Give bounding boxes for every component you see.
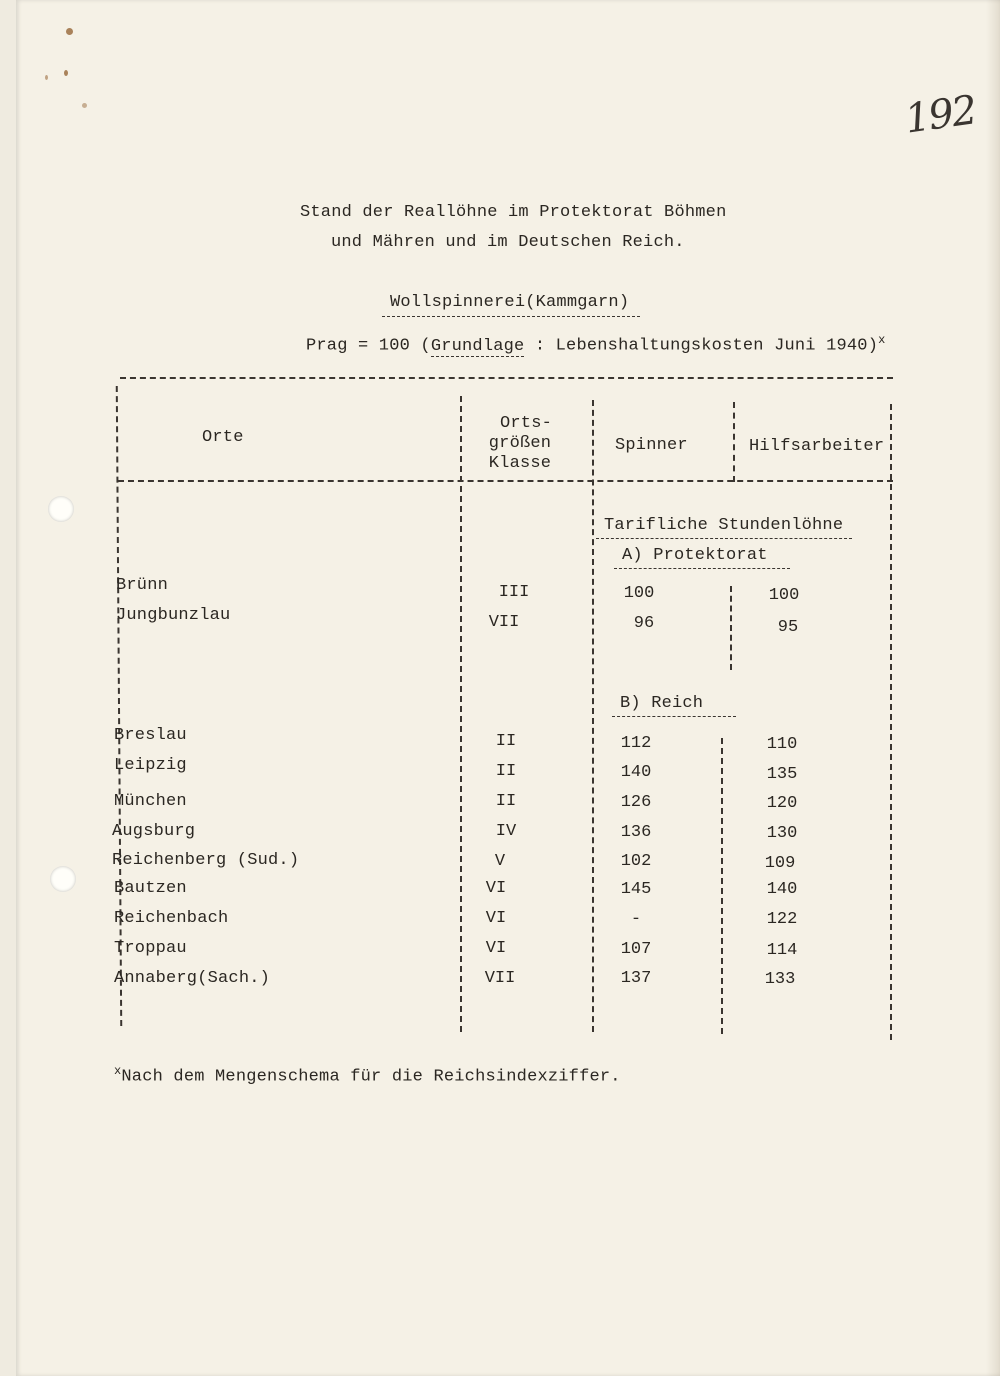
row-spinner: - (630, 910, 642, 929)
row-spinner: 96 (633, 614, 655, 633)
basis-line (306, 333, 886, 356)
reich-underline (612, 716, 736, 717)
column-divider-1 (460, 396, 462, 1032)
punch-hole (48, 496, 74, 522)
header-hilfsarbeiter: Hilfsarbeiter (749, 437, 885, 456)
section-label-underline (596, 538, 852, 539)
header-orte: Orte (202, 428, 244, 447)
column-divider-2 (592, 400, 594, 1032)
row-ort: München (114, 792, 187, 811)
row-klasse: II (495, 792, 517, 811)
footnote-mark: x (114, 1064, 122, 1078)
title-line-1: Stand der Reallöhne im Protektorat Böhmen (300, 203, 727, 222)
row-ort: Reichenberg (Sud.) (112, 851, 300, 870)
row-hilfsarbeiter: 140 (766, 880, 798, 899)
subtitle-underline (382, 316, 640, 317)
row-spinner: 126 (620, 793, 652, 812)
row-klasse: II (495, 732, 517, 751)
footnote (114, 1064, 621, 1087)
row-ort: Leipzig (114, 756, 187, 775)
table-top-rule (120, 377, 893, 379)
basis-grundlage: Grundlage (430, 336, 525, 356)
section-reich: B) Reich (620, 694, 704, 713)
row-hilfsarbeiter: 130 (766, 824, 798, 843)
row-klasse: VI (485, 909, 507, 928)
value-divider-b (721, 738, 723, 1034)
row-spinner: 136 (620, 823, 652, 842)
table-right-border (890, 404, 892, 1040)
page-edge-shadow (986, 0, 1000, 1376)
header-spinner: Spinner (615, 436, 688, 455)
row-klasse: VI (485, 939, 507, 958)
basis-rest: : Lebenshaltungskosten Juni 1940) (524, 336, 879, 356)
stain (82, 103, 87, 108)
row-hilfsarbeiter: 110 (766, 735, 798, 754)
row-klasse: II (495, 762, 517, 781)
row-spinner: 102 (620, 852, 652, 871)
row-hilfsarbeiter: 133 (764, 970, 796, 989)
row-hilfsarbeiter: 114 (766, 941, 798, 960)
row-spinner: 100 (623, 584, 655, 603)
row-hilfsarbeiter: 109 (764, 854, 796, 873)
basis-prefix: Prag = 100 ( (306, 336, 431, 356)
stain (66, 28, 73, 35)
row-klasse: VI (485, 879, 507, 898)
row-ort: Jungbunzlau (116, 606, 231, 625)
subtitle: Wollspinnerei(Kammgarn) (390, 293, 630, 312)
section-tarifliche-stundenloehne: Tarifliche Stundenlöhne (604, 516, 844, 535)
page-number: 192 (902, 87, 979, 143)
header-klasse-1: Orts- (499, 414, 552, 433)
column-divider-3-header (733, 402, 735, 482)
row-spinner: 107 (620, 940, 652, 959)
row-klasse: IV (495, 822, 517, 841)
row-ort: Breslau (114, 726, 187, 745)
row-ort: Reichenbach (114, 909, 229, 928)
row-ort: Annaberg(Sach.) (114, 969, 271, 988)
row-ort: Bautzen (114, 879, 187, 898)
row-klasse: V (494, 852, 506, 871)
row-hilfsarbeiter: 120 (766, 794, 798, 813)
punch-hole (50, 866, 76, 892)
row-klasse: VII (484, 969, 516, 988)
title-line-2: und Mähren und im Deutschen Reich. (331, 233, 685, 252)
value-divider-a (730, 586, 732, 670)
row-hilfsarbeiter: 122 (766, 910, 798, 929)
row-ort: Augsburg (112, 822, 196, 841)
stain (45, 75, 48, 80)
row-hilfsarbeiter: 95 (777, 618, 799, 637)
header-klasse-3: Klasse (488, 454, 552, 473)
row-ort: Brünn (116, 576, 169, 595)
row-klasse: III (498, 583, 530, 602)
row-klasse: VII (488, 613, 520, 632)
row-spinner: 145 (620, 880, 652, 899)
section-protektorat: A) Protektorat (622, 546, 768, 565)
row-hilfsarbeiter: 100 (768, 586, 800, 605)
basis-footnote-mark: x (878, 333, 886, 347)
stain (64, 70, 68, 76)
footnote-text: Nach dem Mengenschema für die Reichsindexziffer. (121, 1067, 621, 1087)
row-spinner: 140 (620, 763, 652, 782)
header-klasse-2: größen (488, 434, 552, 453)
row-hilfsarbeiter: 135 (766, 765, 798, 784)
row-spinner: 112 (620, 734, 652, 753)
row-ort: Troppau (114, 939, 187, 958)
row-spinner: 137 (620, 969, 652, 988)
protektorat-underline (614, 568, 790, 569)
header-bottom-rule (118, 480, 893, 482)
